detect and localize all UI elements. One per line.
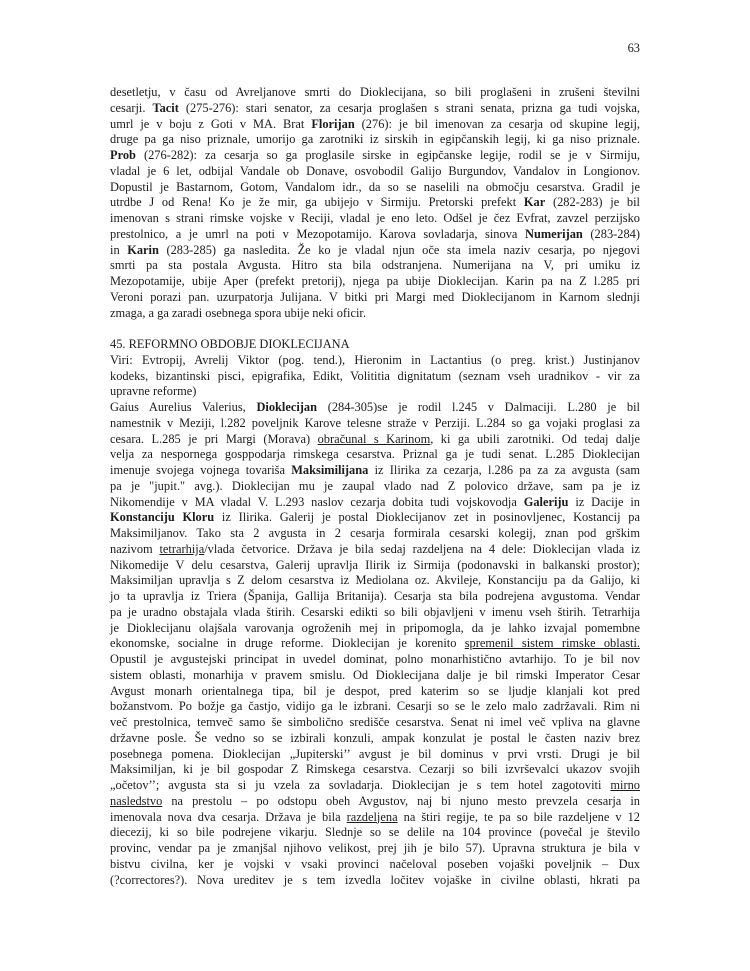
text-line	[110, 589, 640, 605]
text-run: Nikomendije v MA vladal V. L.293 naslov cezarja dobita tudi vojskovodja	[110, 494, 524, 509]
section-heading	[110, 337, 640, 353]
text-run: mirno	[610, 778, 640, 792]
text-line	[110, 117, 640, 133]
text-line	[110, 400, 640, 416]
text-line	[110, 526, 640, 542]
text-run: Numerijan	[525, 226, 583, 241]
text-run: nasledstvo	[110, 793, 163, 808]
text-line	[110, 227, 640, 243]
text-line	[110, 731, 640, 747]
text-run: /vlada četvorice. Država je bila sedaj razdeljena na 4 dele: Dioklecijan vlada iz	[204, 541, 640, 556]
text-run: imenovan s strani rimske vojske v Reciji, vladal je eno leto. Odšel je čez Evfrat, zavzel perzijsko	[110, 211, 640, 225]
text-run: diecezij, ki so bile podrejene vikarju. Slednje so se delile na 104 province (povečal je število	[110, 825, 640, 840]
text-run: Opustil je avgustejski principat in uvedel dominat, polno monarhistično avtarhijo. To je bil nov	[110, 652, 640, 666]
text-run: kodeks, bizantinski pisci, epigrafika, Edikt, Volititia dignitatum (seznam vseh uradnikov - vir za	[110, 368, 640, 383]
text-line	[110, 180, 640, 196]
text-run: Mezopotamije, ubije Aper (prefekt pretorij), njega pa ubije Dioklecijan. Karin pa na Z l.285 pri	[110, 274, 640, 288]
text-line	[110, 636, 640, 652]
text-line	[110, 132, 640, 148]
document-body	[110, 85, 640, 888]
text-run: iz Dacije in	[568, 494, 640, 509]
text-line	[110, 495, 640, 511]
text-run: razdeljena	[346, 809, 398, 824]
text-run: Prob	[110, 148, 136, 162]
text-run: Avgust monarh orientalnega tipa, bil je despot, pred katerim so se ljudje klanjali kot pred	[110, 683, 640, 698]
text-run: imenovala nova dva cesarja. Država je bila	[110, 809, 347, 824]
text-run: druge pa ga niso priznale, umorijo ga zarotniki iz sirskih in egipčanskih legij, ki ga niso priznale.	[110, 132, 640, 147]
text-run: državne posle. Še vedno so se izbirali konzuli, ampak konzulat je postal le časten naziv brez	[110, 730, 640, 745]
text-line	[110, 684, 640, 700]
text-line	[110, 841, 640, 857]
text-line	[110, 195, 640, 211]
text-run: Maksimilijana	[291, 463, 369, 477]
text-run: (276): je bil imenovan za cesarja od skupine legij,	[354, 116, 640, 131]
text-run: na prestolu – po odstopu obeh Avgustov, naj bi njuno mesto prevzela cesarja in	[162, 793, 640, 808]
text-run: Konstanciju Kloru	[110, 510, 215, 525]
text-run: 45. REFORMNO OBDOBJE DIOKLECIJANA	[110, 337, 350, 351]
text-run: Veroni porazi pan. uzurpatorja Julijana. V bitki pri Margi med Dioklecijanom in Karnom slednji	[110, 289, 640, 304]
text-run: vladal je 6 let, odbijal Vandale ob Donave, osvobodil Galijo Burgundov, Vandalov in Longionov.	[110, 163, 640, 178]
text-run: bistvu civilna, ker je vojski v vsaki provinci načeloval poseben vojaški poveljnik – Dux	[110, 856, 640, 871]
text-run: , ki ga ubili zarotniki. Od tedaj dalje	[430, 431, 640, 446]
text-run: Dopustil je Bastarnom, Gotom, Vandalom idr., da so se naselili na območju cesarstva. Gradil je	[110, 179, 640, 194]
text-line	[110, 290, 640, 306]
text-run: smrti pa sta postala Avgusta. Hitro sta bila odstranjena. Numerijana na V, pri umiku iz	[110, 258, 640, 273]
text-line	[110, 432, 640, 448]
text-run: posebnega pomena. Dioklecijan „Jupiterski’’ avgust je bil dominus v prvi vrsti. Drugi je bil	[110, 746, 640, 761]
text-run: in	[110, 242, 128, 257]
text-run: Dioklecijan	[256, 400, 318, 414]
text-run: spremenil sistem rimske oblasti.	[464, 636, 641, 651]
text-run: sistem oblasti, monarhija v pravem smislu. Od Dioklecijana dalje je bil rimski Imperator Cesar	[110, 667, 640, 682]
text-run: obračunal s Karinom	[317, 431, 431, 446]
text-line	[110, 463, 640, 479]
text-run: cesara. L.285 je pri Margi (Morava)	[110, 431, 318, 446]
text-line	[110, 558, 640, 574]
text-run: več prestolnica, temveč samo še simbolično središče cesarstva. Senat ni imel več vpliva na glavne	[110, 715, 640, 729]
text-run: (?correctores?). Nova ureditev je s tem izvedla ločitev vojaške in civilne oblasti, hkrati pa	[110, 872, 640, 887]
text-line	[110, 510, 640, 526]
text-line	[110, 243, 640, 259]
text-line	[110, 384, 640, 400]
text-run: Galeriju	[523, 494, 569, 509]
text-run: upravne reforme)	[110, 384, 197, 399]
text-line	[110, 621, 640, 637]
text-line	[110, 164, 640, 180]
text-run: nazivom	[110, 541, 160, 556]
text-line	[110, 101, 640, 117]
text-run: zmaga, a ga zaradi osebnega spora ubije neki oficir.	[110, 305, 366, 320]
text-run: imenuje svojega vojnega tovariša	[110, 463, 292, 477]
text-run: na štiri regije, te pa so bile razdeljene v 12	[397, 809, 640, 824]
text-line	[110, 810, 640, 826]
text-line	[110, 873, 640, 889]
text-run: Florijan	[311, 116, 355, 131]
text-run: prestolnico, a je umrl na poti v Mezopotamijo. Karova sovladarja, sinova	[110, 226, 525, 241]
text-run: ekonomske, socialne in druge reforme. Dioklecijan je korenito	[110, 636, 465, 651]
text-run: Nikomedije V delu cesarstva, Galerij upravlja Ilirik iz Sirmija (podonavski in balkanski prostor);	[110, 557, 640, 572]
text-run: Karin	[127, 242, 159, 257]
page-number: 63	[627, 41, 640, 55]
text-line	[110, 447, 640, 463]
text-run: (275-276): stari senator, za cesarja proglašen s strani senata, prizna ga tudi vojska,	[178, 100, 641, 115]
text-run: Gaius Aurelius Valerius,	[110, 400, 257, 414]
text-run: je Dioklecijanu olajšala varovanja ogroženih mej in pripomogla, da je lahko izvajal pomembne	[110, 620, 640, 635]
text-line	[110, 825, 640, 841]
text-line	[110, 353, 640, 369]
text-line	[110, 668, 640, 684]
text-line	[110, 211, 640, 227]
text-run: pa je "jupit." avg.). Dioklecijan mu je zaupal vlado nad Z polovico države, sam pa je iz	[110, 478, 640, 493]
text-run: velja za nespornega gosppodarja rimskega cesarstva. Priznal ga je tudi senat. L.285 Dioklecijan	[110, 447, 640, 462]
text-line	[110, 747, 640, 763]
text-run: (282-283) je bil	[545, 195, 640, 210]
text-run: iz Ilirika. Galerij je postal Dioklecijanov zet in posinovljenec, Kostancij pa	[214, 510, 641, 525]
text-run: Kar	[523, 195, 546, 210]
text-line	[110, 274, 640, 290]
text-run: cesarji.	[110, 100, 153, 115]
text-line	[110, 416, 640, 432]
text-line	[110, 542, 640, 558]
text-run: Maksimiljan, ki je bil gospodar Z Rimskega cesarstva. Cezarji so bili izvrševalci ukazov svojih	[110, 762, 640, 777]
text-run: Tacit	[152, 100, 179, 115]
text-run: božanstvom. Po božje ga častjo, vidijo ga le izbrani. Cesarji so se le zelo malo zadržavali. Rim ni	[110, 699, 640, 714]
text-line	[110, 479, 640, 495]
text-run: (284-305)se je rodil l.245 v Dalmaciji. L.280 je bil	[317, 400, 640, 414]
text-line	[110, 573, 640, 589]
text-line	[110, 258, 640, 274]
text-run: Maksimiljanov. Tako sta 2 avgusta in 2 cesarja formirala cesarski kolegij, znan pod grškim	[110, 526, 640, 540]
text-run: Maksimiljan upravlja s Z delom cesarstva iz Mediolana oz. Akvileje, Konstanciju pa da Galijo, ki	[110, 573, 640, 588]
text-run: tetrarhija	[159, 541, 205, 556]
text-run: desetletju, v času od Avreljanove smrti do Dioklecijana, so bili proglašeni in zrušeni številni	[110, 85, 640, 99]
text-line	[110, 857, 640, 873]
text-line	[110, 652, 640, 668]
text-run: „očetov’’; avgusta sta si ju vzela za sovladarja. Dioklecijan je s tem hotel zagotoviti	[110, 778, 611, 792]
text-run: iz Ilirika za cezarja, l.286 pa za za avgusta (sam	[368, 463, 640, 477]
text-line	[110, 605, 640, 621]
text-run: provinc, vendar pa je zmanjšal njihovo velikost, prej jih je bilo 57). Upravna struktura je bila v	[110, 841, 640, 855]
text-run: pa je uradno obstajala vlada štirih. Cesarski edikti so bili objavljeni v imenu vseh štirih. Tetrarhija	[110, 604, 640, 619]
text-run: (276-282): za cesarja so ga proglasile sirske in egipčanske legije, rodil se je v Sirmiju,	[135, 148, 640, 162]
text-line	[110, 794, 640, 810]
text-run: jo ta upravlja iz Triera (Španija, Gallija Britanija). Cesarja sta bila podrejena avgustoma. Vendar	[110, 589, 640, 603]
text-line	[110, 715, 640, 731]
text-line	[110, 699, 640, 715]
text-line	[110, 85, 640, 101]
text-line	[110, 148, 640, 164]
text-run: namestnik v Meziji, l.282 poveljnik Karove telesne straže v Perziji. L.284 so ga vojaki proglasi za	[110, 415, 640, 430]
paragraph-spacer	[110, 321, 640, 337]
text-line	[110, 306, 640, 322]
text-run: (283-285) ga nasledita. Že ko je vladal njun oče sta imela naziv cesarja, po njegovi	[158, 242, 640, 257]
text-line	[110, 778, 640, 794]
text-run: Viri: Evtropij, Avrelij Viktor (pog. tend.), Hieronim in Lactantius (o preg. krist.) Justinjanov	[110, 352, 640, 367]
text-line	[110, 762, 640, 778]
text-run: umrl je v boju z Goti v MA. Brat	[110, 116, 312, 131]
text-line	[110, 369, 640, 385]
text-run: (283-284)	[582, 226, 640, 241]
text-run: utrdbe J od Rena! Ko je že mir, ga ubijejo v Sirmiju. Pretorski prefekt	[110, 195, 524, 210]
